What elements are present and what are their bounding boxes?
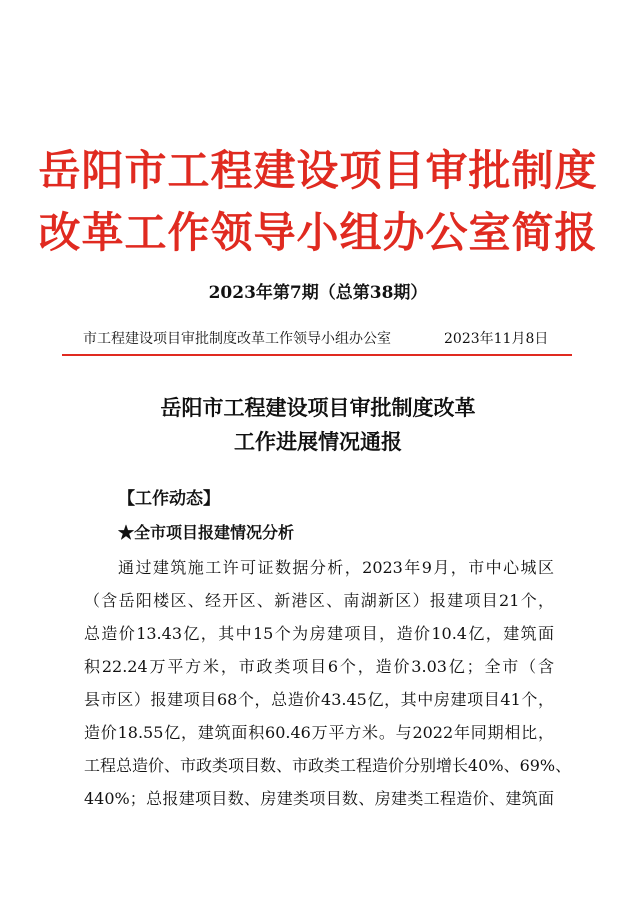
masthead-title-line2: 改革工作领导小组办公室简报: [38, 208, 598, 257]
body-line: （含岳阳楼区、经开区、新港区、南湖新区）报建项目21个，: [84, 591, 554, 610]
body-line: 县市区）报建项目68个，总造价43.45亿，其中房建项目41个，: [84, 690, 554, 709]
issuer-name: 市工程建设项目审批制度改革工作领导小组办公室: [83, 331, 391, 347]
header-divider: [62, 354, 572, 356]
body-line: 总造价13.43亿，其中15个为房建项目，造价10.4亿，建筑面: [84, 624, 554, 643]
issue-date: 2023年11月8日: [444, 331, 549, 347]
subheading: ★全市项目报建情况分析: [118, 523, 295, 542]
body-line: 造价18.55亿，建筑面积60.46万平方米。与2022年同期相比，: [84, 723, 554, 742]
body-line: 积22.24万平方米，市政类项目6个，造价3.03亿；全市（含: [84, 657, 554, 676]
section-label: 【工作动态】: [118, 489, 220, 509]
masthead-title-line1: 岳阳市工程建设项目审批制度: [38, 146, 598, 195]
article-title-line2: 工作进展情况通报: [234, 429, 402, 454]
issue-number: 2023年第7期（总第38期）: [208, 283, 428, 303]
body-line: 工程总造价、市政类项目数、市政类工程造价分别增长40%、69%、: [84, 756, 572, 775]
article-title-line1: 岳阳市工程建设项目审批制度改革: [160, 395, 476, 420]
body-line: 通过建筑施工许可证数据分析，2023年9月，市中心城区: [118, 558, 554, 577]
body-line: 440%；总报建项目数、房建类项目数、房建类工程造价、建筑面: [84, 789, 554, 808]
